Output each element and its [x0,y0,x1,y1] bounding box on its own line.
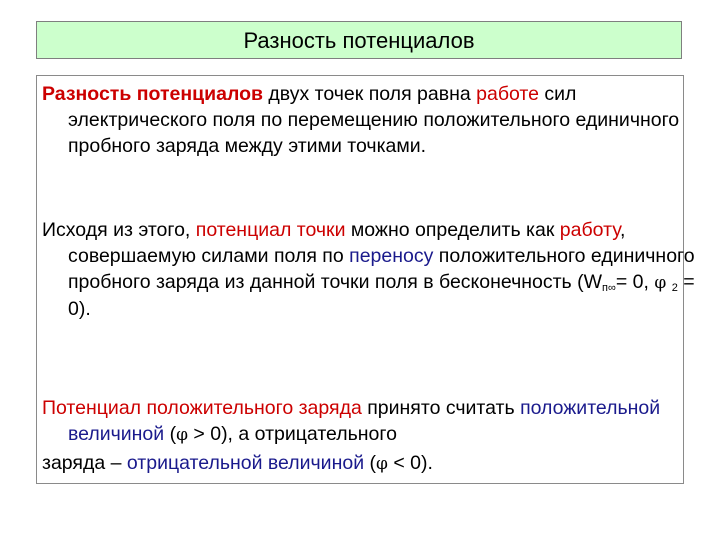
text-segment: Исходя из этого, [42,219,196,241]
term-potential-difference: Разность потенциалов [42,83,263,105]
slide-title: Разность потенциалов [36,21,682,59]
text-segment: отрицательного [254,423,397,445]
text-segment: можно определить как [345,219,560,241]
term-negative-value: отрицательной величиной [126,452,365,474]
text-segment: заряда – [42,452,127,474]
phi-symbol: φ [376,454,388,474]
text-segment: = 0, [615,271,655,293]
text-segment: > 0), а [188,423,255,445]
subscript-infinity: п∞ [602,282,616,294]
text-segment: сил электрического поля по перемещению положительного единичного пробного заряда между этими точками. [68,83,680,157]
text-segment: принято считать [361,397,521,419]
text-segment: ( [364,452,377,474]
paragraph-point-potential [42,217,708,322]
content-box [36,75,695,484]
paragraph-charge-potential-sign [42,395,708,477]
term-work: работу [559,219,621,241]
text-segment: , совершаемую силами поля по [68,219,626,267]
text-segment: = 0). [68,271,695,320]
term-positive-charge-potential: Потенциал положительного заряда [42,397,362,419]
subscript-2: 2 [671,282,678,294]
text-segment: положительного единичного пробного заряда из данной точки поля в бесконечность (W [68,245,695,293]
phi-symbol: φ [176,425,188,445]
paragraph-potential-difference [42,81,708,159]
term-transfer: переносу [349,245,434,267]
text-segment: ( [164,423,177,445]
paragraph-line [42,450,708,477]
term-work: работе [476,83,539,105]
phi-symbol: φ [654,273,667,293]
term-point-potential: потенциал точки [195,219,346,241]
text-segment: < 0). [387,452,433,474]
term-positive-value: положительной величиной [68,397,661,445]
text-segment: двух точек поля равна [262,83,477,105]
